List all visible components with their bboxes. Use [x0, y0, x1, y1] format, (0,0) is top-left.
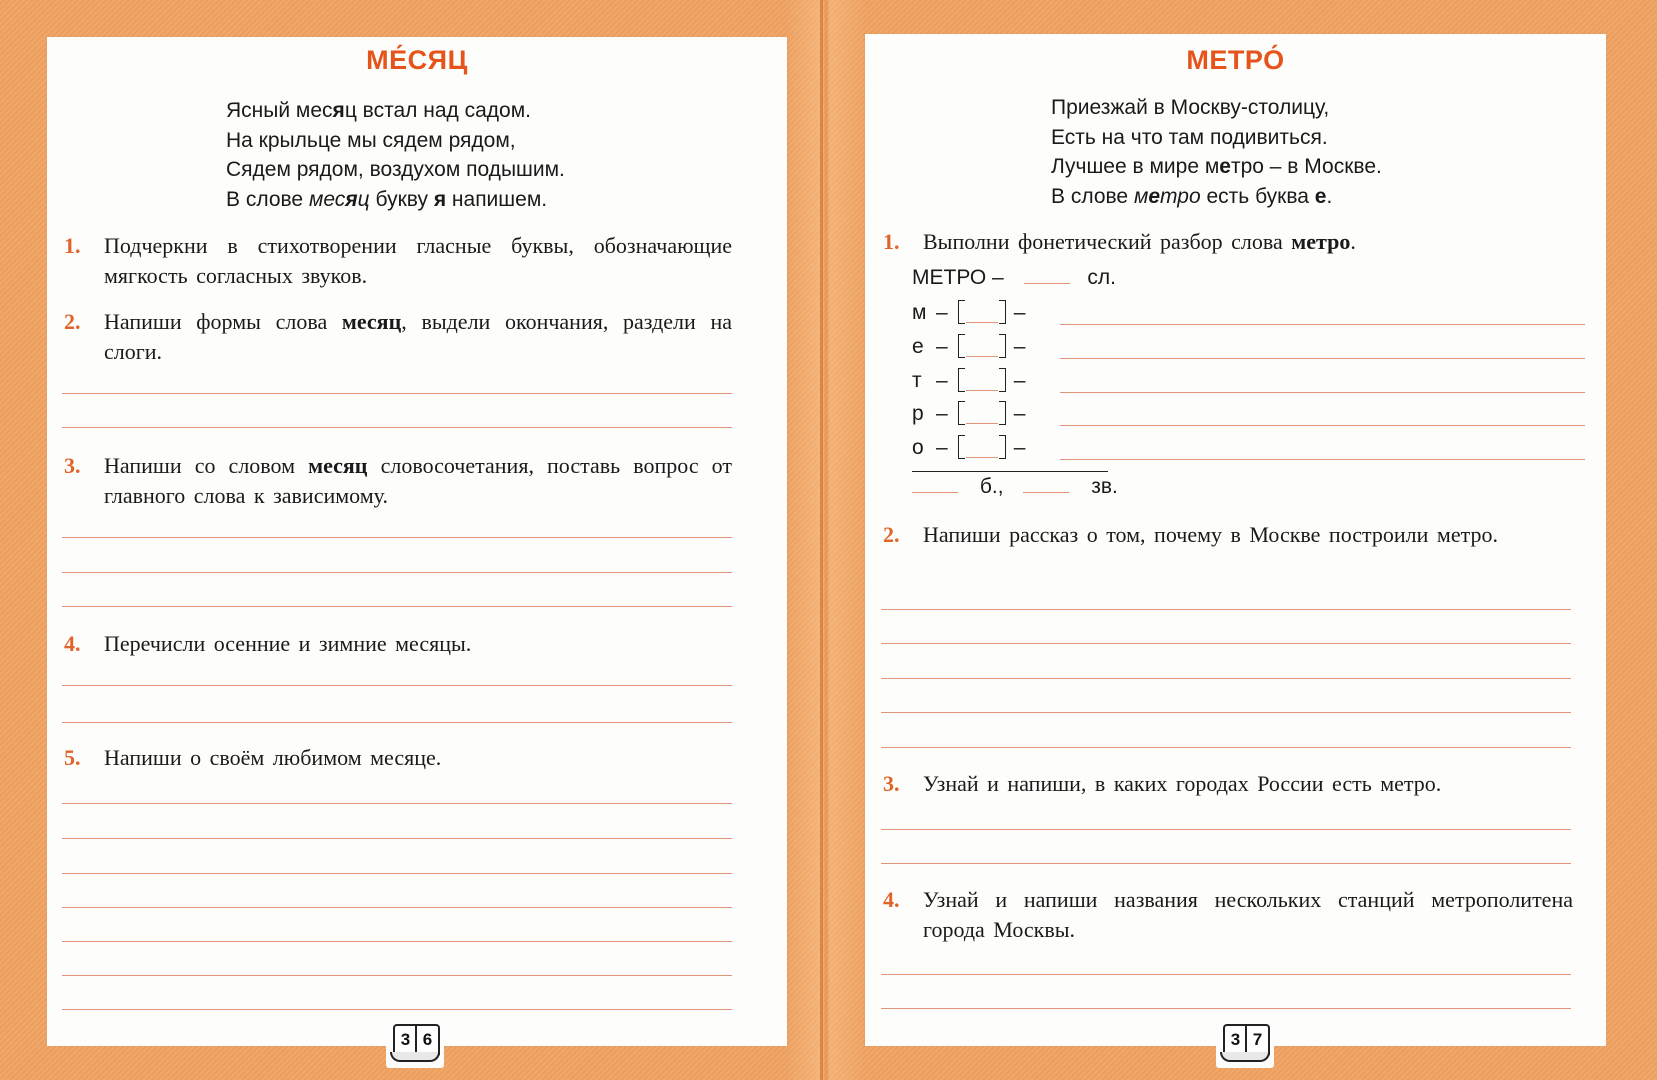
- text-run: Напиши рассказ о том, почему в Москве построили метро.: [923, 522, 1498, 547]
- page-title: МЕ́СЯЦ: [366, 45, 468, 75]
- letter: е: [912, 335, 924, 358]
- dash: –: [936, 301, 948, 324]
- task-text: [104, 629, 732, 659]
- task-4: [883, 885, 1573, 944]
- text-run: словосочетания, поставь вопрос от главного слова к зависимому.: [104, 453, 732, 508]
- writing-line[interactable]: [62, 975, 732, 976]
- sound-description-line[interactable]: [1060, 358, 1585, 359]
- task-text: [923, 520, 1573, 550]
- text-run: Лучшее в мире м: [1051, 155, 1220, 179]
- writing-line[interactable]: [62, 941, 732, 942]
- letter-count-blank[interactable]: [912, 491, 958, 493]
- poem: [226, 96, 565, 215]
- writing-line[interactable]: [62, 1009, 732, 1010]
- transcription-box[interactable]: [956, 368, 1008, 392]
- writing-line[interactable]: [62, 606, 732, 607]
- task-number: 2.: [883, 522, 900, 547]
- emphasis-text: метро: [1291, 229, 1351, 254]
- text-run: Напиши формы слова: [104, 309, 342, 334]
- sound-description-line[interactable]: [1060, 324, 1585, 325]
- emphasis-text: е: [1148, 185, 1161, 209]
- sounds-suffix: зв.: [1091, 475, 1118, 498]
- task-text: [923, 769, 1573, 799]
- poem-line: [226, 96, 565, 126]
- emphasis-text: тро: [1160, 185, 1201, 209]
- letter: р: [912, 402, 924, 425]
- text-run: Узнай и напиши, в каких городах России есть метро.: [923, 771, 1442, 796]
- writing-line[interactable]: [62, 907, 732, 908]
- text-run: Напиши о своём любимом месяце.: [104, 745, 442, 770]
- dash: –: [936, 402, 948, 425]
- dash: –: [1013, 301, 1026, 324]
- sound-count-blank[interactable]: [1023, 491, 1069, 493]
- task-number: 1.: [64, 233, 81, 258]
- workbook-page-37: [865, 34, 1606, 1046]
- task-2: [64, 307, 732, 366]
- writing-line[interactable]: [881, 747, 1571, 748]
- text-run: Ясный мес: [226, 99, 333, 122]
- writing-line[interactable]: [62, 685, 732, 686]
- letters-suffix: б.,: [979, 475, 1004, 498]
- dash: –: [1013, 335, 1026, 358]
- phonetic-word-label: МЕТРО –: [912, 266, 1004, 289]
- emphasis-text: мес: [308, 188, 346, 212]
- task-number: 5.: [64, 745, 81, 770]
- writing-line[interactable]: [881, 678, 1571, 679]
- page-number-badge-36: [386, 1018, 444, 1068]
- poem-line: [1051, 152, 1382, 182]
- letter: о: [912, 436, 924, 459]
- text-run: Перечисли осенние и зимние месяцы.: [104, 631, 472, 656]
- emphasis-text: я: [433, 188, 447, 212]
- poem-line: [226, 126, 565, 156]
- phonetic-letter-row: [912, 401, 1035, 426]
- sound-description-line[interactable]: [1060, 392, 1585, 393]
- poem-line: [1051, 182, 1382, 212]
- task-number: 1.: [883, 229, 900, 254]
- dash: –: [1013, 436, 1026, 459]
- task-number: 3.: [883, 771, 900, 796]
- text-run: букву: [369, 188, 434, 212]
- text-run: тро – в Москве.: [1230, 155, 1382, 179]
- task-3: [64, 451, 732, 510]
- poem: [1051, 93, 1382, 212]
- task-3: [883, 769, 1573, 799]
- writing-line[interactable]: [881, 974, 1571, 975]
- poem-line: [226, 185, 565, 215]
- task-number: 4.: [883, 887, 900, 912]
- task-5: [64, 743, 732, 773]
- text-run: В слове: [226, 188, 309, 212]
- emphasis-text: месяц: [341, 309, 402, 334]
- transcription-box[interactable]: [956, 334, 1008, 358]
- emphasis-text: я: [332, 99, 345, 122]
- poem-line: [1051, 93, 1382, 123]
- sound-description-line[interactable]: [1060, 459, 1585, 460]
- text-run: На крыльце мы сядем рядом,: [226, 128, 516, 152]
- dash: –: [1013, 369, 1026, 392]
- text-run: Выполни фонетический разбор слова: [923, 229, 1292, 254]
- emphasis-text: м: [1133, 185, 1149, 209]
- page-number-badge-37: [1216, 1018, 1274, 1068]
- writing-line[interactable]: [62, 427, 732, 428]
- writing-line[interactable]: [62, 537, 732, 538]
- phonetic-letter-row: [912, 368, 1035, 393]
- open-book-icon: [1220, 1020, 1270, 1064]
- task-text: [104, 451, 732, 510]
- phonetic-letter-row: [912, 300, 1035, 325]
- transcription-box[interactable]: [956, 435, 1008, 459]
- writing-line[interactable]: [62, 803, 732, 804]
- text-run: ц встал над садом.: [344, 99, 531, 122]
- task-text: [923, 885, 1573, 944]
- writing-line[interactable]: [881, 609, 1571, 610]
- text-run: Есть на что там подивиться.: [1051, 125, 1328, 149]
- letter: т: [912, 369, 922, 392]
- task-2: [883, 520, 1573, 550]
- dash: –: [1013, 402, 1026, 425]
- dash: –: [936, 369, 948, 392]
- writing-line[interactable]: [881, 643, 1571, 644]
- page-number-digit: 3: [393, 1024, 418, 1056]
- writing-line[interactable]: [62, 838, 732, 839]
- text-run: , выдели окончания, раздели на слоги.: [104, 309, 732, 364]
- task-1: [883, 227, 1573, 257]
- text-run: .: [1350, 229, 1356, 254]
- task-text: [104, 231, 732, 290]
- text-run: Узнай и напиши названия нескольких станций метрополитена города Москвы.: [923, 887, 1573, 942]
- page-title: МЕТРО́: [1186, 45, 1285, 75]
- text-run: Подчеркни в стихотворении гласные буквы, обозначающие мягкость согласных звуков.: [104, 233, 732, 288]
- book-spine-shade: [787, 0, 865, 1080]
- task-1: [64, 231, 732, 290]
- book-spine: [820, 0, 823, 1080]
- emphasis-text: е: [1314, 185, 1327, 209]
- letter: м: [912, 301, 927, 324]
- emphasis-text: ц: [357, 188, 370, 212]
- writing-line[interactable]: [62, 722, 732, 723]
- poem-line: [226, 155, 565, 185]
- phonetic-word-row: [912, 266, 1116, 290]
- writing-line[interactable]: [881, 863, 1571, 864]
- text-run: есть буква: [1200, 185, 1315, 209]
- writing-line[interactable]: [62, 873, 732, 874]
- open-book-icon: [390, 1020, 440, 1064]
- page-number-digit: 7: [1245, 1024, 1270, 1056]
- text-run: Приезжай в Москву-столицу,: [1051, 96, 1330, 119]
- task-number: 3.: [64, 453, 81, 478]
- dash: –: [936, 436, 948, 459]
- emphasis-text: я: [345, 188, 358, 212]
- task-number: 2.: [64, 309, 81, 334]
- syllable-count-blank[interactable]: [1024, 282, 1070, 284]
- text-run: .: [1326, 185, 1333, 209]
- emphasis-text: е: [1219, 155, 1231, 179]
- phonetic-totals-row: [912, 475, 1118, 499]
- emphasis-text: месяц: [308, 453, 368, 478]
- poem-line: [1051, 123, 1382, 153]
- text-run: напишем.: [446, 188, 548, 212]
- phonetic-letter-row: [912, 435, 1035, 460]
- writing-line[interactable]: [881, 1008, 1571, 1009]
- writing-line[interactable]: [62, 572, 732, 573]
- task-4: [64, 629, 732, 659]
- writing-line[interactable]: [881, 712, 1571, 713]
- text-run: Напиши со словом: [104, 453, 309, 478]
- workbook-page-36: [47, 37, 787, 1046]
- dash: –: [936, 335, 948, 358]
- task-text: [104, 743, 732, 773]
- sum-line: [912, 471, 1108, 472]
- sound-description-line[interactable]: [1060, 425, 1585, 426]
- page-number-digit: 6: [415, 1024, 440, 1056]
- writing-line[interactable]: [881, 829, 1571, 830]
- writing-line[interactable]: [62, 393, 732, 394]
- phonetic-letter-row: [912, 334, 1035, 359]
- text-run: В слове: [1051, 185, 1134, 209]
- transcription-box[interactable]: [956, 300, 1008, 324]
- task-text: [104, 307, 732, 366]
- task-text: [923, 227, 1573, 257]
- text-run: Сядем рядом, воздухом подышим.: [226, 158, 565, 182]
- page-number-digit: 3: [1223, 1024, 1248, 1056]
- syllables-suffix: сл.: [1087, 266, 1117, 289]
- task-number: 4.: [64, 631, 81, 656]
- transcription-box[interactable]: [956, 401, 1008, 425]
